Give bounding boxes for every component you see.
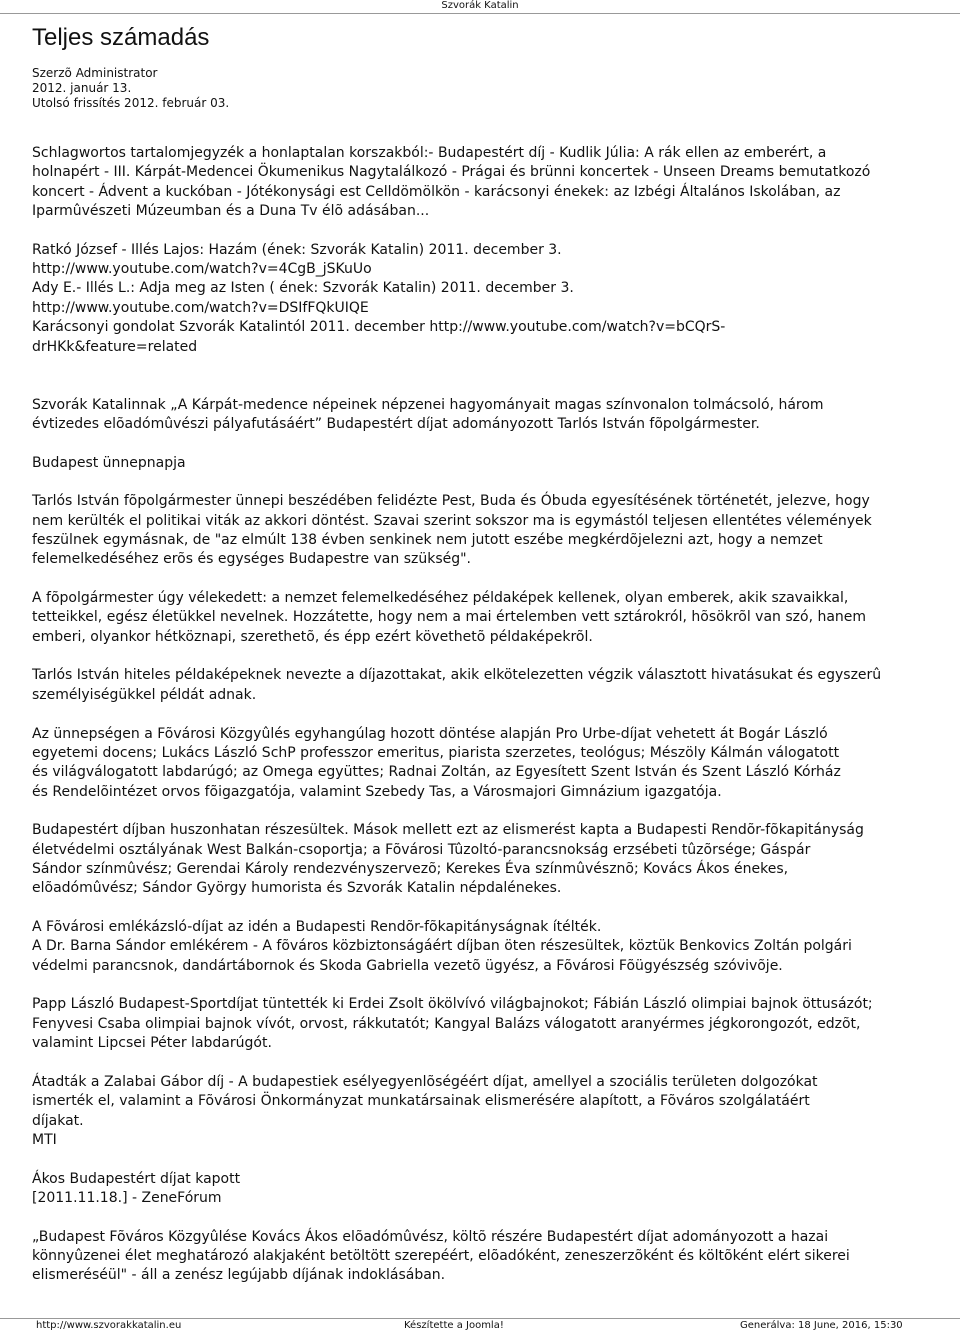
body-line [32, 434, 36, 453]
body-line: Ákos Budapestért díjat kapott [32, 1170, 241, 1187]
body-line: Budapestért díjban huszonhatan részesültek. Mások mellett ezt az elismerést kapta a Budapesti Rendõr-fõkapitányság [32, 822, 864, 839]
page-title: Teljes számadás [32, 24, 210, 51]
site-name: Szvorák Katalin [441, 0, 519, 11]
publish-date: 2012. január 13. [32, 81, 132, 95]
body-line: Ady E.- Illés L.: Adja meg az Isten ( ének: Szvorák Katalin) 2011. december 3. [32, 280, 574, 297]
body-line: Tarlós István fõpolgármester ünnepi beszédében felidézte Pest, Buda és Óbuda egyesítésének történetét, jelezve, hogy [32, 493, 870, 510]
updated-date: Utolsó frissítés 2012. február 03. [32, 96, 230, 110]
body-line: díjakat. [32, 1112, 84, 1129]
body-line: Fenyvesi Csaba olimpiai bajnok vívót, orvost, rákkutatót; Kangyal Balázs válogatott aranyérmes jégkorongozót, edzõt, [32, 1015, 861, 1032]
body-line: Az ünnepségen a Fõvárosi Közgyûlés egyhangúlag hozott döntése alapján Pro Urbe-díjat vehetett át Bogár László [32, 725, 828, 742]
body-line: Sándor színmûvész; Gerendai Károly rendezvényszervezõ; Kerekes Éva színmûvésznõ; Kovács Ákos énekes, [32, 860, 789, 877]
body-line [32, 221, 36, 240]
video-link[interactable]: http://www.youtube.com/watch?v=4CgB_jSKuUo [32, 261, 372, 278]
header-divider [0, 13, 960, 14]
body-line: Karácsonyi gondolat Szvorák Katalintól 2011. december http://www.youtube.com/watch?v=bCQrS- [32, 319, 726, 336]
body-line: Iparmûvészeti Múzeumban és a Duna Tv élõ adásában... [32, 203, 430, 220]
body-line: tetteikkel, egész életükkel nevelnek. Hozzátette, hogy nem a mai értelemben vett sztárokról, hõsökrõl van szó, hanem [32, 609, 867, 626]
body-line [32, 1053, 36, 1072]
body-line: Schlagwortos tartalomjegyzék a honlaptalan korszakból:- Budapestért díj - Kudlik Júlia: A rák ellen az emberért, a [32, 145, 827, 161]
body-line: életvédelmi osztályának West Balkán-csoportja; a Fõvárosi Tûzoltó-parancsnokság erzsébeti tûzõrsége; Gáspár [32, 841, 811, 858]
body-line: emberi, olyankor hétköznapi, szerethetõ, és épp ezért követhetõ példaképekrõl. [32, 628, 593, 645]
footer-divider [0, 1318, 960, 1319]
body-line: Átadták a Zalabai Gábor díj - A budapestiek esélyegyenlõségéért díjat, amellyel a szociális területen dolgozókat [32, 1073, 818, 1090]
body-line [32, 802, 36, 821]
body-line: ismerték el, valamint a Fõvárosi Önkormányzat munkatársainak elismerésére alapított, a Fõváros szolgálatáért [32, 1093, 810, 1110]
body-line [32, 473, 36, 492]
body-line: [2011.11.18.] - ZeneFórum [32, 1189, 222, 1206]
footer-generated: Generálva: 18 June, 2016, 15:30 [740, 1320, 903, 1331]
body-line: Ratkó József - Illés Lajos: Hazám (ének: Szvorák Katalin) 2011. december 3. [32, 241, 562, 258]
body-line: védelmi parancsnok, dandártábornok és Skoda Gabriella vezetõ ügyész, a Fõvárosi Fõügyészség szóvivõje. [32, 957, 783, 974]
body-line: és Rendelõintézet orvos fõigazgatója, valamint Szebedy Tas, a Városmajori Gimnázium igazgatója. [32, 783, 722, 800]
body-line: feszülnek egymásnak, de "az elmúlt 138 évben senkinek nem jutott eszébe megkérdõjelezni azt, hogy a nemzet [32, 532, 823, 548]
body-line: elismeréséül" - áll a zenész legújabb díjának indoklásában. [32, 1267, 446, 1284]
body-line [32, 647, 36, 666]
body-line [32, 570, 36, 589]
body-line: A Dr. Barna Sándor emlékérem - A fõváros közbiztonságáért díjban öten részesültek, köztük Benkovics Zoltán polgári [32, 938, 852, 955]
body-line: felemelkedéséhez erõs és egységes Budapestre van szükség". [32, 551, 471, 568]
body-line: nem kerülték el politikai viták az akkori döntést. Szavai szerint sokszor ma is egymástól teljesen ellentétes vélemények [32, 512, 872, 529]
article-meta [32, 66, 229, 111]
body-line: holnapért - III. Kárpát-Medencei Ökumenikus Nagytalálkozó - Prágai és brünni koncertek - Unseen Dreams bemutatkozó [32, 164, 871, 181]
author-label: Szerzõ Administrator [32, 66, 158, 80]
body-line [32, 976, 36, 995]
body-line: és világválogatott labdarúgó; az Omega együttes; Radnai Zoltán, az Egyesített Szent István és Szent László Kórház [32, 764, 841, 781]
body-line: Szvorák Katalinnak „A Kárpát-medence népeinek népzenei hagyományait magas színvonalon tolmácsoló, három [32, 396, 824, 413]
body-line: koncert - Ádvent a kuckóban - Jótékonysági est Celldömölkön - karácsonyi énekek: az Izbégi Általános Iskolában, az [32, 183, 841, 200]
footer-made-by: Készítette a Joomla! [404, 1320, 504, 1331]
video-link[interactable]: http://www.youtube.com/watch?v=DSIfFQkUIQE [32, 299, 369, 316]
body-line: drHKk&feature=related [32, 338, 198, 355]
body-line [32, 1150, 36, 1169]
body-line: évtizedes elõadómûvészi pályafutásáért” Budapestért díjat adományozott Tarlós István fõpolgármester. [32, 415, 760, 432]
body-line: egyetemi docens; Lukács László SchP professzor emeritus, piarista szerzetes, teológus; Mészöly Kálmán válogatott [32, 744, 840, 761]
body-line [32, 705, 36, 724]
body-line: könnyûzenei élet meghatározó alakjaként betöltött szerepéért, elõadóként, zeneszerzõként és költõként elért sikerei [32, 1247, 850, 1264]
body-line: MTI [32, 1131, 57, 1148]
body-line: „Budapest Fõváros Közgyûlése Kovács Ákos elõadómûvész, költõ részére Budapestért díjat adományozott a hazai [32, 1228, 829, 1245]
body-line: személyiségükkel példát adnak. [32, 686, 257, 703]
body-line: Tarlós István hiteles példaképeknek nevezte a díjazottakat, akik elkötelezetten végzik választott hivatásukat és egyszerû [32, 667, 882, 684]
body-line [32, 376, 36, 395]
body-line: valamint Lipcsei Péter labdarúgót. [32, 1035, 272, 1052]
body-line: Budapest ünnepnapja [32, 454, 186, 471]
body-line: A fõpolgármester úgy vélekedett: a nemzet felemelkedéséhez példaképek kellenek, olyan emberek, akik szavaikkal, [32, 590, 849, 607]
body-line [32, 357, 36, 376]
body-line [32, 899, 36, 918]
body-line [32, 1208, 36, 1227]
footer-url-link[interactable]: http://www.szvorakkatalin.eu [36, 1320, 182, 1331]
body-line: A Fõvárosi emlékázsló-díjat az idén a Budapesti Rendõr-fõkapitányságnak ítélték. [32, 919, 602, 935]
body-line: elõadómûvész; Sándor György humorista és Szvorák Katalin népdalénekes. [32, 880, 562, 897]
body-line: Papp László Budapest-Sportdíjat tüntették ki Erdei Zsolt ökölvívó világbajnokot; Fábián László olimpiai bajnok öttusázót; [32, 996, 873, 1013]
